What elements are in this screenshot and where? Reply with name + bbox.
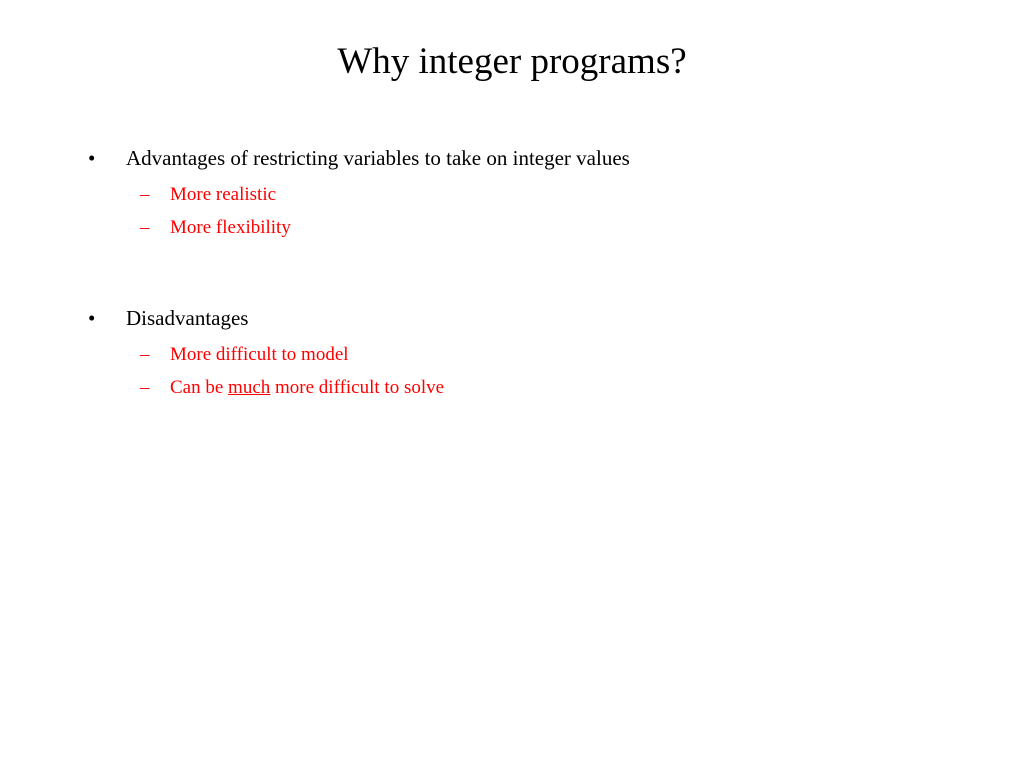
sub-item-text: More difficult to model xyxy=(170,344,349,365)
bullet-text: Disadvantages xyxy=(126,306,249,330)
bullet-icon: • xyxy=(88,306,96,330)
bullet-advantages xyxy=(88,143,630,244)
sub-item xyxy=(140,338,444,371)
slide-title: Why integer programs? xyxy=(337,41,687,82)
sub-item xyxy=(140,211,630,244)
sub-list xyxy=(88,338,444,404)
bullet-disadvantages xyxy=(88,303,444,404)
sub-item-text-after: more difficult to solve xyxy=(270,377,445,398)
dash-icon: – xyxy=(140,217,150,238)
sub-item-text-before: Can be xyxy=(170,377,229,398)
sub-list xyxy=(88,178,630,244)
bullet-row xyxy=(88,143,630,173)
dash-icon: – xyxy=(140,344,150,365)
dash-icon: – xyxy=(140,184,150,205)
bullet-row xyxy=(88,303,444,333)
bullet-text: Advantages of restricting variables to take on integer values xyxy=(126,146,630,170)
sub-item xyxy=(140,371,444,404)
emphasis-text: much xyxy=(228,377,271,398)
sub-item-text xyxy=(170,371,444,404)
dash-icon: – xyxy=(140,377,150,398)
sub-item-text: More realistic xyxy=(170,184,277,205)
sub-item-text: More flexibility xyxy=(170,217,291,238)
sub-item xyxy=(140,178,630,211)
bullet-icon: • xyxy=(88,146,96,170)
